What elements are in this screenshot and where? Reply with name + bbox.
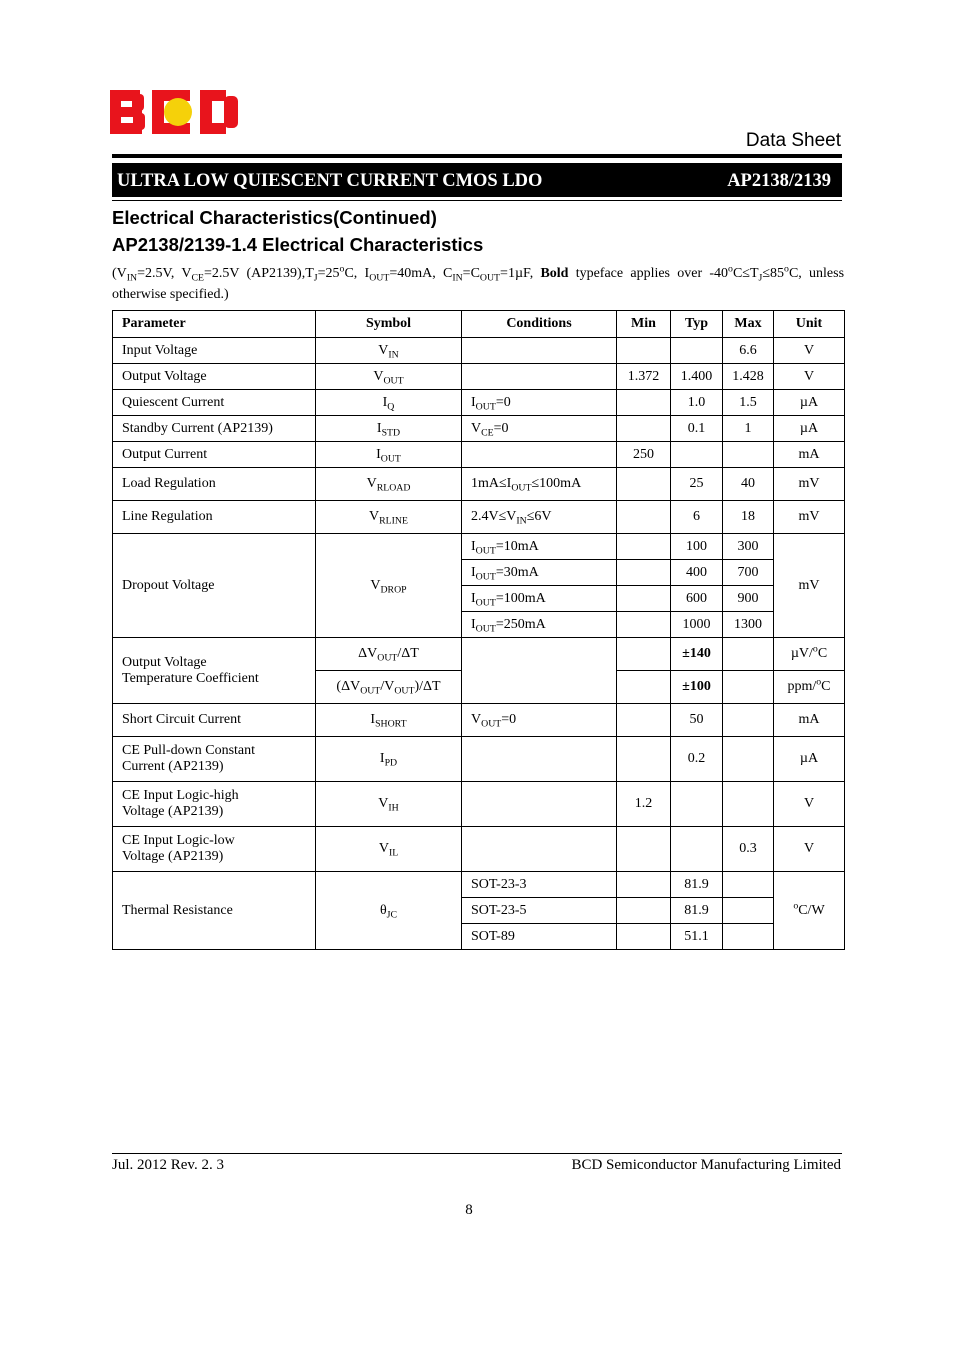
table-row: Load Regulation $V_{RLOAD}$ $1mA\le I_{OUT}\le 100mA$ 25 40 mV — [113, 468, 845, 501]
table-row: Output Voltage Temperature Coefficient $\Delta V_{OUT}/\Delta T$ ±140 µV/$^o$C — [113, 638, 845, 671]
table-row: Short Circuit Current $I_{SHORT}$ $V_{OUT}=0$ 50 mA — [113, 704, 845, 737]
table-row: $I_{OUT}=30mA$ 400 700 — [113, 560, 845, 586]
table-row: CE Input Logic-high Voltage (AP2139) $V_{IH}$ 1.2 V — [113, 782, 845, 827]
section-subheading: AP2138/2139-1.4 Electrical Characteristics — [112, 234, 484, 255]
table-row: Input Voltage $V_{IN}$ 6.6 V — [113, 338, 845, 364]
table-row: SOT-89 51.1 — [113, 924, 845, 950]
header-max: Max — [723, 311, 774, 338]
doc-type-label: Data Sheet — [745, 130, 841, 151]
header-symbol: Symbol — [316, 311, 462, 338]
header-unit: Unit — [774, 311, 845, 338]
table-row: Thermal Resistance $\theta_{JC}$ SOT-23-3 81.9 $^o$C/W — [113, 872, 845, 898]
part-number: AP2138/2139 — [727, 171, 831, 191]
footer-date-revision: Jul. 2012 Rev. 2. 3 — [112, 1157, 224, 1173]
page-number: 8 — [465, 1202, 473, 1218]
table-row: Output Current $I_{OUT}$ 250 mA — [113, 442, 845, 468]
table-row: Standby Current (AP2139) $I_{STD}$ $V_{CE}=0$ 0.1 1 µA — [113, 416, 845, 442]
table-row: CE Input Logic-low Voltage (AP2139) $V_{IL}$ 0.3 V — [113, 827, 845, 872]
footer-rule — [112, 1153, 842, 1154]
product-title: ULTRA LOW QUIESCENT CURRENT CMOS LDO — [117, 171, 543, 191]
table-row: $I_{OUT}=100mA$ 600 900 — [113, 586, 845, 612]
header-rule — [112, 154, 842, 158]
title-underline — [112, 200, 842, 201]
section-heading: Electrical Characteristics(Continued) — [112, 207, 437, 228]
table-row: Line Regulation $V_{RLINE}$ $2.4V\le V_{IN}\le 6V$ 6 18 mV — [113, 501, 845, 534]
header-typ: Typ — [671, 311, 723, 338]
bcd-logo — [108, 88, 242, 136]
title-bar — [112, 163, 842, 197]
table-row: $(\Delta V_{OUT}/V_{OUT})/\Delta T$ ±100 ppm/$^o$C — [113, 671, 845, 704]
table-row: Quiescent Current $I_Q$ $I_{OUT}=0$ 1.0 1.5 µA — [113, 390, 845, 416]
table-row: $I_{OUT}=250mA$ 1000 1300 — [113, 612, 845, 638]
table-row: Output Voltage $V_{OUT}$ 1.372 1.400 1.428 V — [113, 364, 845, 390]
header-parameter: Parameter — [113, 311, 316, 338]
header-min: Min — [617, 311, 671, 338]
header-conditions: Conditions — [462, 311, 617, 338]
table-row: CE Pull-down Constant Current (AP2139) $I_{PD}$ 0.2 µA — [113, 737, 845, 782]
table-row: Dropout Voltage $V_{DROP}$ $I_{OUT}=10mA$ 100 300 mV — [113, 534, 845, 560]
electrical-characteristics-table — [112, 310, 845, 950]
footer-company: BCD Semiconductor Manufacturing Limited — [571, 1157, 841, 1173]
table-row: SOT-23-5 81.9 — [113, 898, 845, 924]
table-header-row — [113, 311, 845, 338]
test-conditions: ($V_{IN}=2.5V$, $V_{CE}=2.5V$ $(AP2139),T_J=25^oC$, $I_{OUT}=40mA$, $C_{IN}=C_{OUT}=1\mu F$, Bold typeface applies over $-40^oC\le T_J\le 85^oC$, unless otherwise specified.) — [112, 263, 845, 302]
